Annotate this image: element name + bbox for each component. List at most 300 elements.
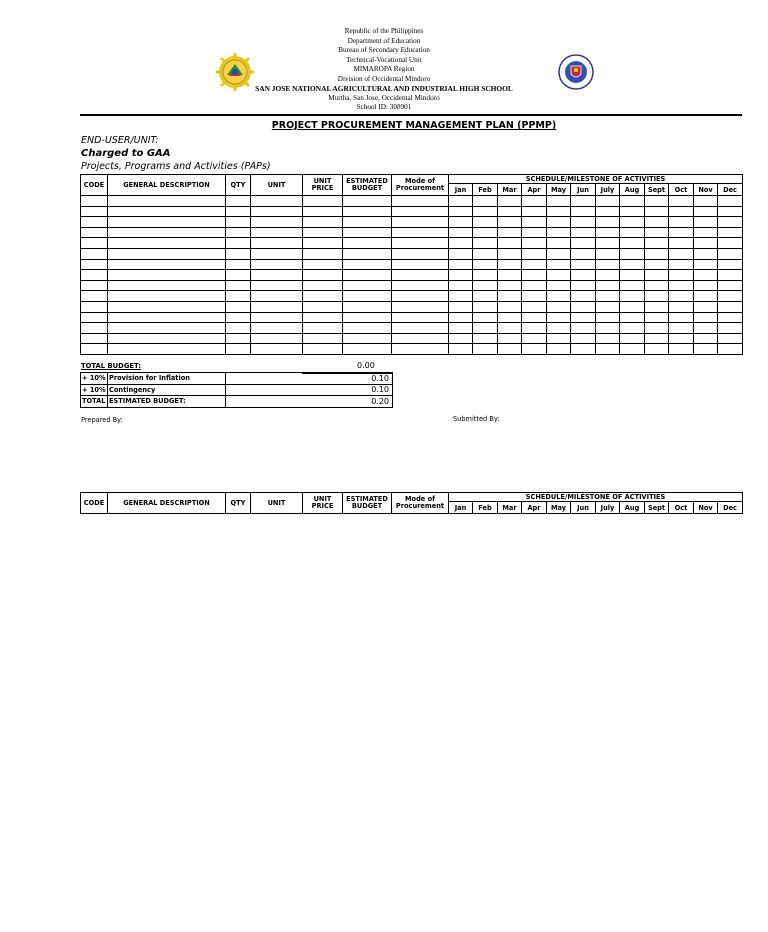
- table-row: [81, 333, 743, 344]
- table-cell: [522, 344, 547, 355]
- table-cell: [694, 238, 718, 249]
- table-cell: [81, 227, 108, 238]
- ppmp-table: [80, 174, 743, 355]
- table-cell: [343, 312, 392, 323]
- table-cell: [669, 238, 694, 249]
- table-cell: [498, 312, 522, 323]
- table-cell: [620, 301, 645, 312]
- table-cell: [694, 280, 718, 291]
- table-cell: [81, 344, 108, 355]
- table-cell: [522, 227, 547, 238]
- table-cell: [694, 217, 718, 228]
- table-row: [81, 301, 743, 312]
- table-cell: [645, 291, 669, 302]
- table-cell: [596, 312, 620, 323]
- table-cell: [473, 301, 498, 312]
- table-cell: [108, 248, 226, 259]
- table-cell: [108, 312, 226, 323]
- table-cell: [571, 196, 596, 207]
- table-cell: [718, 291, 743, 302]
- month-header: Aug: [620, 502, 645, 514]
- table-cell: [498, 301, 522, 312]
- table-cell: [449, 248, 473, 259]
- table-row: [81, 227, 743, 238]
- table-cell: [473, 217, 498, 228]
- table-cell: [620, 248, 645, 259]
- table-cell: [718, 323, 743, 334]
- table-cell: [226, 333, 251, 344]
- table-cell: [522, 248, 547, 259]
- table-cell: [694, 323, 718, 334]
- table-cell: [473, 259, 498, 270]
- table-cell: [498, 270, 522, 281]
- table-cell: [108, 227, 226, 238]
- table-cell: [718, 301, 743, 312]
- table-cell: [473, 238, 498, 249]
- budget-summary-table: [80, 372, 393, 408]
- table-cell: [473, 323, 498, 334]
- unit-price-header: UNIT PRICE: [303, 175, 343, 196]
- table-cell: [645, 238, 669, 249]
- table-cell: [694, 227, 718, 238]
- table-cell: [620, 280, 645, 291]
- table-cell: [522, 323, 547, 334]
- table-cell: [473, 227, 498, 238]
- table-row: [81, 206, 743, 217]
- table-cell: [226, 196, 251, 207]
- month-header: Oct: [669, 502, 694, 514]
- table-cell: [596, 333, 620, 344]
- table-cell: [522, 291, 547, 302]
- table-cell: [694, 270, 718, 281]
- table-cell: [596, 323, 620, 334]
- header-line: Division of Occidental Mindoro: [337, 74, 431, 83]
- contingency-pct: + 10%: [82, 385, 106, 394]
- table-cell: [718, 312, 743, 323]
- table-cell: [303, 270, 343, 281]
- table-cell: [547, 217, 571, 228]
- table-cell: [303, 238, 343, 249]
- month-header: May: [547, 502, 571, 514]
- table-cell: [571, 259, 596, 270]
- contingency-row: [81, 384, 393, 396]
- table-cell: [547, 280, 571, 291]
- table-cell: [449, 291, 473, 302]
- table-cell: [498, 280, 522, 291]
- table-cell: [718, 238, 743, 249]
- table-cell: [669, 333, 694, 344]
- table-cell: [343, 238, 392, 249]
- table-cell: [645, 259, 669, 270]
- table-cell: [392, 333, 449, 344]
- table-cell: [596, 206, 620, 217]
- table-cell: [392, 206, 449, 217]
- table-cell: [108, 196, 226, 207]
- month-header: Sept: [645, 502, 669, 514]
- table-cell: [669, 227, 694, 238]
- table-cell: [449, 323, 473, 334]
- table-cell: [392, 248, 449, 259]
- table-cell: [81, 259, 108, 270]
- table-cell: [81, 333, 108, 344]
- table-cell: [620, 312, 645, 323]
- table-cell: [522, 333, 547, 344]
- description-header: GENERAL DESCRIPTION: [108, 493, 226, 514]
- unit-header: UNIT: [251, 175, 303, 196]
- table-cell: [669, 217, 694, 228]
- table-row: [81, 238, 743, 249]
- table-cell: [645, 217, 669, 228]
- table-cell: [547, 206, 571, 217]
- table-cell: [669, 206, 694, 217]
- header-line: Technical-Vocational Unit: [346, 55, 422, 64]
- table-cell: [645, 270, 669, 281]
- letterhead: [0, 27, 768, 113]
- table-cell: [547, 301, 571, 312]
- month-header: Apr: [522, 502, 547, 514]
- table-cell: [547, 196, 571, 207]
- table-cell: [449, 259, 473, 270]
- table-cell: [81, 248, 108, 259]
- table-cell: [303, 217, 343, 228]
- inflation-row: [81, 373, 393, 385]
- month-header: Jun: [571, 502, 596, 514]
- qty-header: QTY: [226, 175, 251, 196]
- table-cell: [571, 312, 596, 323]
- table-cell: [392, 238, 449, 249]
- month-header: Jun: [571, 184, 596, 196]
- table-cell: [81, 323, 108, 334]
- school-address: Murtha, San Jose, Occidental Mindoro: [328, 93, 440, 102]
- table-cell: [694, 206, 718, 217]
- table-cell: [596, 301, 620, 312]
- table-cell: [226, 259, 251, 270]
- table-cell: [645, 248, 669, 259]
- table-cell: [392, 270, 449, 281]
- table-cell: [226, 312, 251, 323]
- table-cell: [669, 312, 694, 323]
- table-row: [81, 312, 743, 323]
- month-header: Mar: [498, 502, 522, 514]
- month-header: Aug: [620, 184, 645, 196]
- table-cell: [522, 280, 547, 291]
- submitted-by-label: Submitted By:: [453, 415, 500, 423]
- deped-seal-icon: [557, 54, 595, 90]
- table-cell: [669, 291, 694, 302]
- table-cell: [718, 227, 743, 238]
- table-cell: [226, 227, 251, 238]
- table-row: [81, 270, 743, 281]
- header-line: Bureau of Secondary Education: [338, 46, 430, 54]
- table-cell: [449, 301, 473, 312]
- table-cell: [473, 270, 498, 281]
- table-cell: [571, 301, 596, 312]
- table-cell: [547, 227, 571, 238]
- table-cell: [303, 301, 343, 312]
- table-cell: [669, 248, 694, 259]
- header-divider: [80, 114, 742, 116]
- table-row: [81, 280, 743, 291]
- table-cell: [547, 270, 571, 281]
- table-cell: [392, 259, 449, 270]
- table-cell: [669, 280, 694, 291]
- table-cell: [303, 323, 343, 334]
- table-cell: [343, 259, 392, 270]
- unit-price-header: UNIT PRICE: [303, 493, 343, 514]
- table-cell: [473, 280, 498, 291]
- table-cell: [718, 270, 743, 281]
- month-header: Feb: [473, 184, 498, 196]
- table-cell: [718, 217, 743, 228]
- table-cell: [108, 217, 226, 228]
- table-cell: [108, 238, 226, 249]
- table-cell: [108, 280, 226, 291]
- charged-to-label: Charged to GAA: [81, 148, 171, 159]
- table-cell: [571, 323, 596, 334]
- table-row: [81, 196, 743, 207]
- table-cell: [645, 280, 669, 291]
- inflation-value: 0.10: [226, 373, 393, 385]
- table-cell: [392, 227, 449, 238]
- table-cell: [251, 259, 303, 270]
- table-cell: [547, 248, 571, 259]
- table-cell: [571, 344, 596, 355]
- header-line: Department of Education: [347, 36, 421, 45]
- prepared-by-label: Prepared By:: [81, 416, 123, 424]
- table-cell: [645, 227, 669, 238]
- month-header: Sept: [645, 184, 669, 196]
- month-header: Dec: [718, 184, 743, 196]
- table-cell: [449, 206, 473, 217]
- schedule-header: SCHEDULE/MILESTONE OF ACTIVITIES: [449, 493, 743, 502]
- table-cell: [251, 333, 303, 344]
- table-cell: [251, 238, 303, 249]
- table-cell: [251, 344, 303, 355]
- table-cell: [226, 291, 251, 302]
- contingency-value: 0.10: [226, 384, 393, 396]
- table-cell: [522, 196, 547, 207]
- table-cell: [645, 196, 669, 207]
- school-logo-icon: [214, 53, 256, 91]
- table-cell: [251, 248, 303, 259]
- table-cell: [571, 217, 596, 228]
- table-cell: [226, 248, 251, 259]
- table-cell: [694, 301, 718, 312]
- table-cell: [669, 323, 694, 334]
- table-cell: [449, 238, 473, 249]
- table-cell: [108, 291, 226, 302]
- table-cell: [343, 344, 392, 355]
- table-cell: [498, 196, 522, 207]
- table-cell: [343, 333, 392, 344]
- qty-header: QTY: [226, 493, 251, 514]
- table-cell: [669, 259, 694, 270]
- table-cell: [81, 206, 108, 217]
- code-header: CODE: [81, 493, 108, 514]
- month-header: Apr: [522, 184, 547, 196]
- table-cell: [251, 280, 303, 291]
- table-cell: [226, 238, 251, 249]
- table-cell: [303, 206, 343, 217]
- table-cell: [343, 301, 392, 312]
- table-cell: [571, 333, 596, 344]
- table-cell: [303, 291, 343, 302]
- table-cell: [596, 196, 620, 207]
- table-cell: [108, 301, 226, 312]
- table-cell: [522, 270, 547, 281]
- inflation-pct: + 10%: [82, 374, 106, 383]
- table-cell: [449, 196, 473, 207]
- table-cell: [620, 270, 645, 281]
- table-cell: [620, 323, 645, 334]
- month-header: Oct: [669, 184, 694, 196]
- month-header: Jan: [449, 184, 473, 196]
- table-cell: [449, 333, 473, 344]
- table-cell: [571, 227, 596, 238]
- table-cell: [571, 270, 596, 281]
- paps-label: Projects, Programs and Activities (PAPs): [81, 161, 271, 172]
- table-row: [81, 259, 743, 270]
- table-cell: [343, 217, 392, 228]
- table-cell: [392, 280, 449, 291]
- total-estimated-pct: TOTAL: [81, 396, 108, 408]
- table-cell: [645, 312, 669, 323]
- table-cell: [226, 206, 251, 217]
- table-cell: [392, 291, 449, 302]
- table-cell: [226, 217, 251, 228]
- table-cell: [108, 259, 226, 270]
- table-cell: [303, 344, 343, 355]
- table-cell: [449, 312, 473, 323]
- table-cell: [547, 238, 571, 249]
- table-cell: [81, 301, 108, 312]
- table-cell: [473, 333, 498, 344]
- table-cell: [522, 217, 547, 228]
- table-cell: [498, 259, 522, 270]
- table-cell: [108, 344, 226, 355]
- end-user-label: END-USER/UNIT:: [81, 135, 159, 146]
- table-cell: [303, 196, 343, 207]
- table-cell: [473, 344, 498, 355]
- table-cell: [522, 238, 547, 249]
- table-cell: [669, 301, 694, 312]
- table-cell: [596, 280, 620, 291]
- table-cell: [473, 312, 498, 323]
- mode-of-procurement-header: Mode of Procurement: [392, 175, 449, 196]
- table-row: [81, 248, 743, 259]
- estimated-budget-header: ESTIMATED BUDGET: [343, 175, 392, 196]
- header-line: MIMAROPA Region: [353, 65, 415, 73]
- table-cell: [718, 344, 743, 355]
- table-cell: [343, 280, 392, 291]
- table-cell: [547, 344, 571, 355]
- table-cell: [694, 196, 718, 207]
- month-header: May: [547, 184, 571, 196]
- table-cell: [498, 227, 522, 238]
- table-cell: [449, 217, 473, 228]
- table-cell: [620, 259, 645, 270]
- table-cell: [449, 227, 473, 238]
- table-cell: [498, 238, 522, 249]
- table-cell: [473, 291, 498, 302]
- table-cell: [251, 227, 303, 238]
- month-header: Jan: [449, 502, 473, 514]
- table-cell: [449, 270, 473, 281]
- table-cell: [498, 344, 522, 355]
- table-cell: [108, 206, 226, 217]
- table-cell: [473, 196, 498, 207]
- table-row: [81, 291, 743, 302]
- table-cell: [596, 259, 620, 270]
- schedule-header: SCHEDULE/MILESTONE OF ACTIVITIES: [449, 175, 743, 184]
- table-cell: [620, 333, 645, 344]
- table-cell: [547, 291, 571, 302]
- table-cell: [81, 312, 108, 323]
- table-cell: [81, 270, 108, 281]
- table-cell: [596, 227, 620, 238]
- table-cell: [303, 333, 343, 344]
- table-cell: [547, 312, 571, 323]
- table-row: [81, 217, 743, 228]
- table-cell: [473, 206, 498, 217]
- table-cell: [498, 333, 522, 344]
- month-header: Feb: [473, 502, 498, 514]
- unit-header: UNIT: [251, 493, 303, 514]
- estimated-budget-header: ESTIMATED BUDGET: [343, 493, 392, 514]
- table-cell: [303, 312, 343, 323]
- table-cell: [343, 227, 392, 238]
- month-header: Nov: [694, 502, 718, 514]
- table-cell: [571, 206, 596, 217]
- header-line: Republic of the Philippines: [344, 27, 424, 35]
- table-cell: [303, 227, 343, 238]
- table-cell: [392, 323, 449, 334]
- month-header: Nov: [694, 184, 718, 196]
- table-cell: [718, 333, 743, 344]
- table-cell: [498, 323, 522, 334]
- month-header: Dec: [718, 502, 743, 514]
- table-cell: [620, 196, 645, 207]
- table-cell: [81, 291, 108, 302]
- table-cell: [620, 238, 645, 249]
- table-cell: [645, 301, 669, 312]
- table-cell: [498, 206, 522, 217]
- table-cell: [251, 301, 303, 312]
- table-cell: [251, 217, 303, 228]
- total-estimated-label: ESTIMATED BUDGET:: [108, 396, 226, 408]
- table-cell: [108, 270, 226, 281]
- table-cell: [343, 323, 392, 334]
- table-cell: [645, 344, 669, 355]
- table-cell: [596, 248, 620, 259]
- table-cell: [81, 280, 108, 291]
- table-cell: [81, 196, 108, 207]
- table-cell: [547, 259, 571, 270]
- table-cell: [392, 344, 449, 355]
- table-cell: [251, 291, 303, 302]
- total-estimated-row: [81, 396, 393, 408]
- table-cell: [343, 196, 392, 207]
- table-cell: [226, 280, 251, 291]
- table-cell: [718, 280, 743, 291]
- table-cell: [251, 312, 303, 323]
- table-cell: [392, 312, 449, 323]
- table-cell: [694, 312, 718, 323]
- contingency-label: Contingency: [108, 384, 226, 396]
- table-cell: [694, 248, 718, 259]
- table-cell: [498, 217, 522, 228]
- table-cell: [596, 344, 620, 355]
